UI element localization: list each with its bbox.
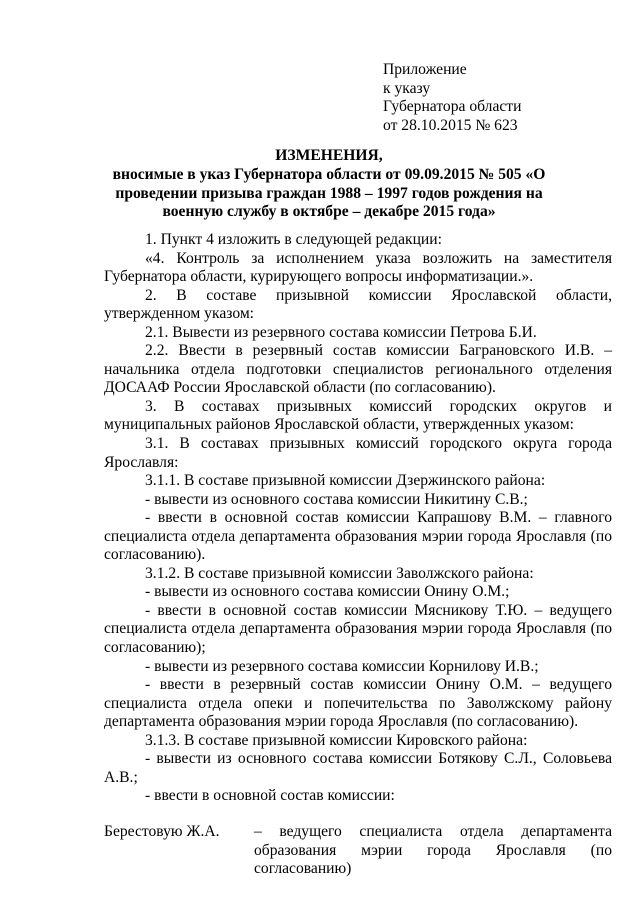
appendix-date-line: от 28.10.2015 № 623 [383, 116, 518, 134]
paragraph: 3.1.3. В составе призывной комиссии Кировского района: [145, 731, 528, 749]
title-heading: ИЗМЕНЕНИЯ, [275, 147, 383, 164]
paragraph: - вывести из резервного состава комиссии Корнилову И.В.; [145, 657, 539, 675]
paragraph: 2.2. Ввести в резервный состав комиссии Баграновского И.В. – начальника отдела подготовки специалистов регионального отделения ДОСААФ России Ярославской области (по согласованию). [104, 342, 612, 397]
appendix-line: Приложение [383, 61, 467, 78]
appendix-line: к указу [383, 79, 431, 97]
paragraph: 3. В составах призывных комиссий городских округов и муниципальных районов Ярославской области, утвержденных указом: [104, 397, 612, 434]
appendix-block [383, 61, 521, 135]
document-title [104, 147, 554, 222]
paragraph: 3.1.1. В составе призывной комиссии Дзержинского района: [145, 472, 546, 490]
paragraph: 1. Пункт 4 изложить в следующей редакции: [145, 231, 442, 248]
paragraph: 3.1. В составах призывных комиссий городского округа города Ярославля: [104, 435, 612, 471]
member-description: – ведущего специалиста отдела департамента образования мэрии города Ярославля (по согласованию) [254, 822, 612, 878]
paragraph: «4. Контроль за исполнением указа возложить на заместителя Губернатора области, курирующего вопросы информатизации.». [104, 249, 612, 286]
paragraph: - вывести из основного состава комиссии Онину О.М.; [145, 583, 510, 601]
paragraph: 2.1. Вывести из резервного состава комиссии Петрова Б.И. [145, 323, 537, 341]
member-row [104, 823, 612, 879]
paragraph: - вывести из основного состава комиссии Никитину С.В.; [145, 490, 528, 508]
paragraph: - ввести в основной состав комиссии Капрашову В.М. – главного специалиста отдела департамента образования мэрии города Ярославля (по согласованию). [104, 509, 612, 564]
title-subtitle: вносимые в указ Губернатора области от 09.09.2015 № 505 «О проведении призыва граждан 1988 – 1997 годов рождения на военную службу в октябре – декабре 2015 года» [112, 166, 546, 221]
document-body [104, 231, 612, 879]
paragraph: - ввести в резервный состав комиссии Онину О.М. – ведущего специалиста отдела опеки и попечительства по Заволжскому району департамента образования мэрии города Ярославля (по согласованию). [104, 676, 612, 731]
paragraph: 2. В составе призывной комиссии Ярославской области, утвержденном указом: [104, 286, 612, 323]
paragraph: - ввести в основной состав комиссии: [145, 787, 395, 805]
paragraph: - вывести из основного состава комиссии Ботякову С.Л., Соловьева А.В.; [104, 750, 612, 786]
spacer [104, 806, 612, 823]
paragraph: 3.1.2. В составе призывной комиссии Заволжского района: [145, 564, 534, 582]
paragraph: - ввести в основной состав комиссии Мясникову Т.Ю. – ведущего специалиста отдела департамента образования мэрии города Ярославля (по согласованию); [104, 601, 612, 657]
appendix-line: Губернатора области [383, 98, 522, 116]
member-name: Берестовую Ж.А. [104, 822, 220, 840]
